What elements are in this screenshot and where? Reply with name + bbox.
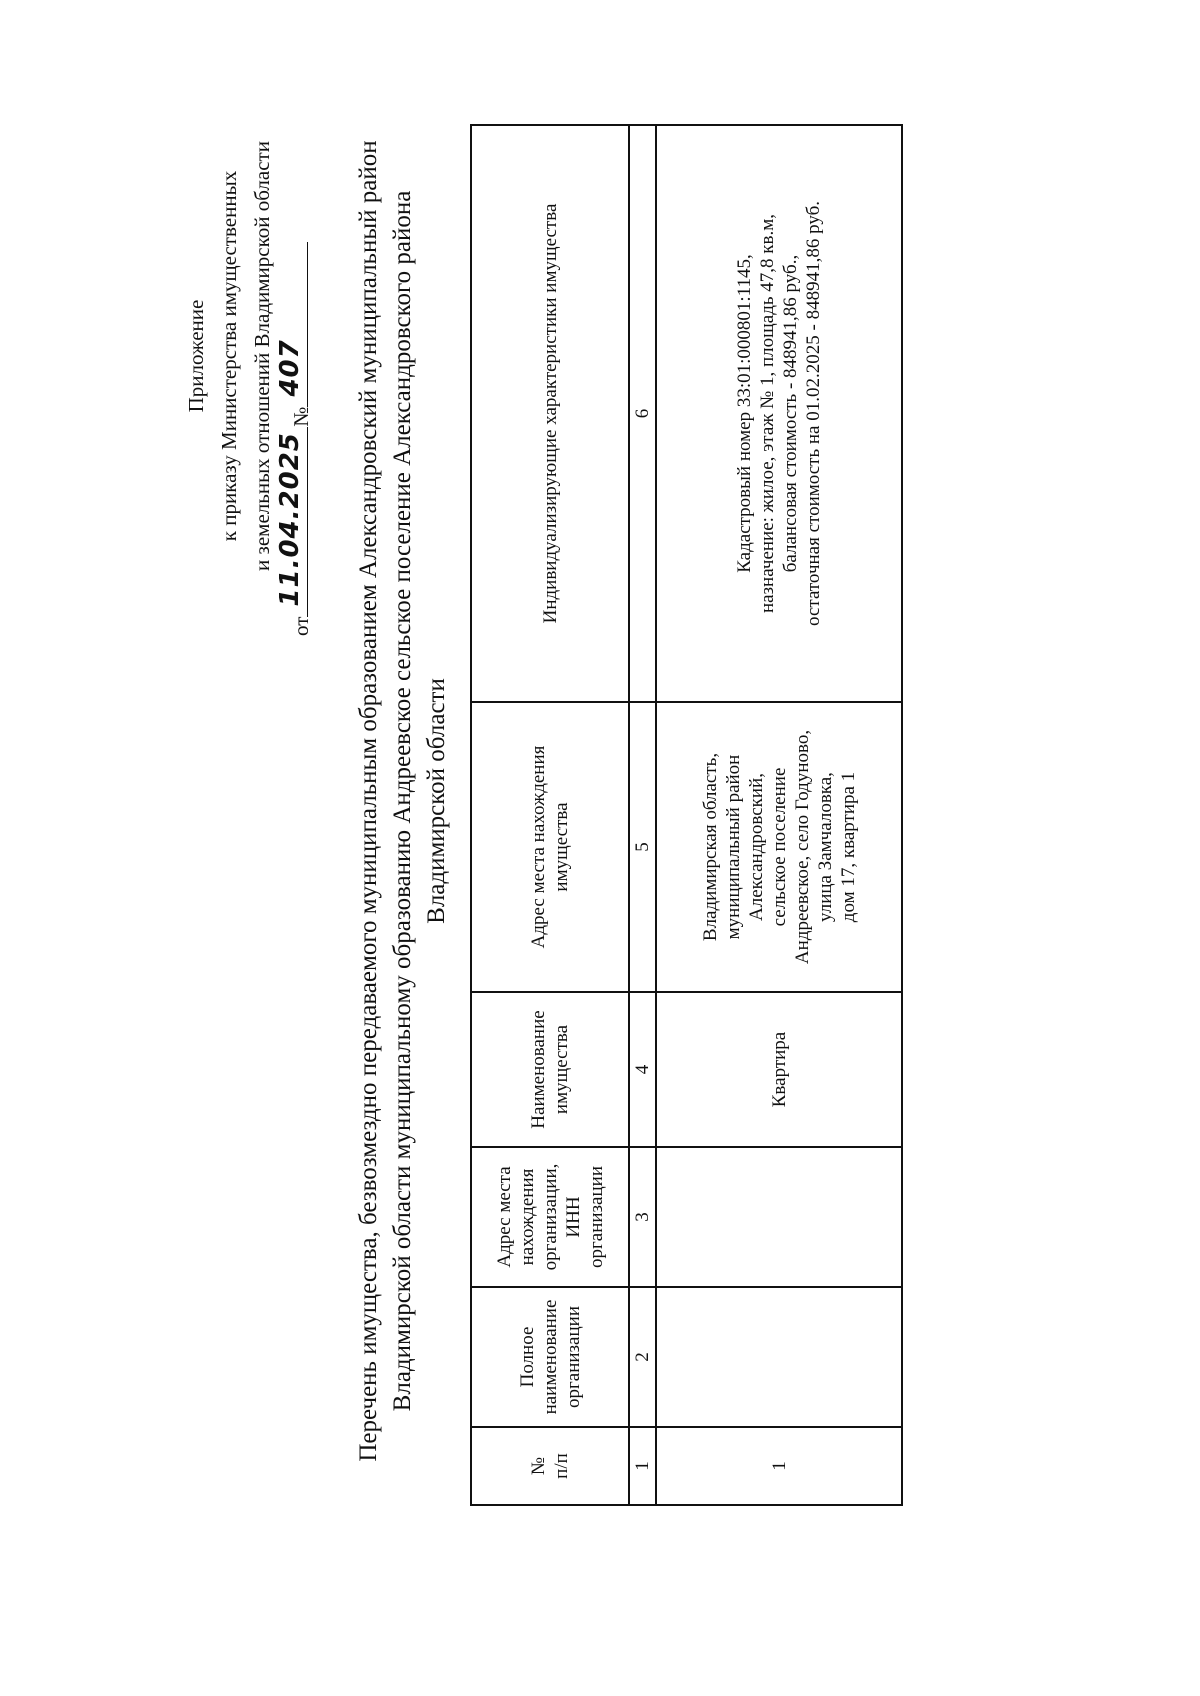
- table-row: [656, 125, 902, 1505]
- appendix-line-1: к приказу Министерства имущественных: [217, 170, 241, 542]
- column-number: 3: [629, 1147, 656, 1287]
- column-number: 6: [629, 125, 656, 702]
- header-org-address: Адрес места нахождения организации, ИНН организации: [471, 1147, 629, 1287]
- handwritten-date: 11.04.2025: [275, 432, 305, 607]
- row-org-name: [656, 1287, 902, 1427]
- title-line-3: Владимирской области: [423, 678, 450, 924]
- column-number: 4: [629, 992, 656, 1147]
- column-number: 5: [629, 702, 656, 992]
- appendix-date-line: [275, 76, 318, 636]
- appendix-title: Приложение: [184, 299, 208, 413]
- row-characteristics: Кадастровый номер 33:01:000801:1145, назначение: жилое, этаж № 1, площадь 47,8 кв.м, балансовая стоимость - 848941,86 руб., остаточная стоимость на 01.02.2025 - 848941,86 руб.: [656, 125, 902, 702]
- row-number: 1: [656, 1427, 902, 1505]
- property-table: [470, 124, 903, 1506]
- date-field: [275, 427, 308, 617]
- header-characteristics: Индивидуализирующие характеристики имущества: [471, 125, 629, 702]
- handwritten-number: 407: [275, 339, 305, 397]
- appendix-block: [180, 76, 318, 636]
- appendix-line-2: и земельных отношений Владимирской области: [250, 141, 274, 571]
- header-org-name: Полное наименование организации: [471, 1287, 629, 1427]
- header-property-address: Адрес места нахождения имущества: [471, 702, 629, 992]
- column-number: 2: [629, 1287, 656, 1427]
- title-line-2: Владимирской области муниципальному образованию Андреевское сельское поселение Александровского района: [389, 190, 416, 1412]
- header-number: № п/п: [471, 1427, 629, 1505]
- column-number: 1: [629, 1427, 656, 1505]
- number-prefix: №: [289, 406, 313, 427]
- row-property-address: Владимирская область, муниципальный район Александровский, сельское поселение Андреевское, село Годуново, улица Замчаловка, дом 17, квартира 1: [656, 702, 902, 992]
- number-field: [275, 242, 308, 407]
- title-line-1: Перечень имущества, безвозмездно передаваемого муниципальным образованием Александровский муниципальный район: [355, 140, 382, 1462]
- row-org-address: [656, 1147, 902, 1287]
- document-title: [352, 111, 454, 1491]
- row-property-name: Квартира: [656, 992, 902, 1147]
- date-prefix: от: [289, 616, 313, 636]
- table-column-numbers-row: [629, 125, 656, 1505]
- header-property-name: Наименование имущества: [471, 992, 629, 1147]
- table-header-row: [471, 125, 629, 1505]
